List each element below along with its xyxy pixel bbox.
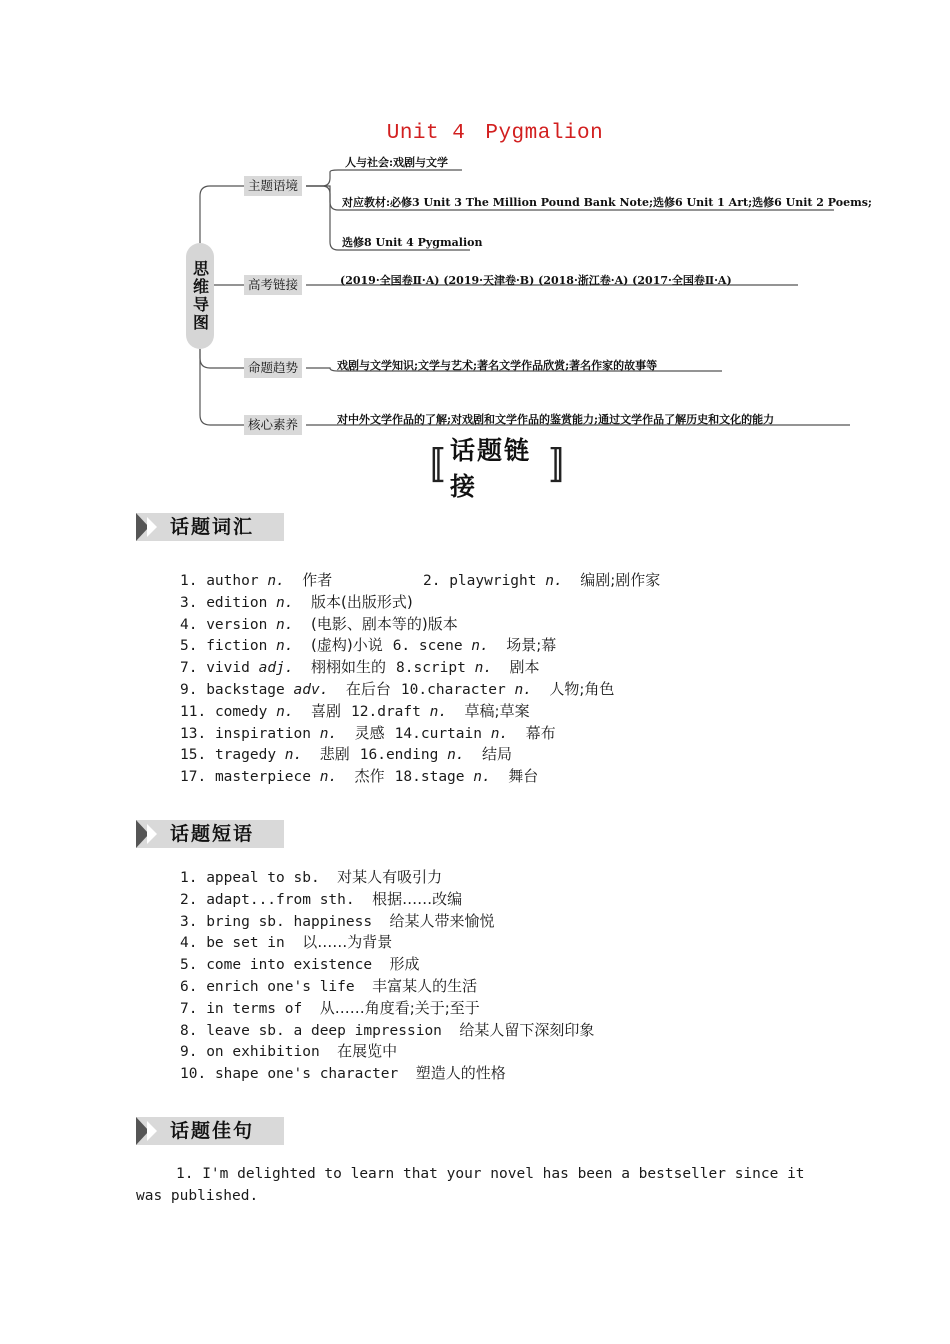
vocab-number: 6. <box>392 638 411 655</box>
phrase-meaning: 塑造人的性格 <box>415 1064 506 1083</box>
vocab-meaning: 版本(出版形式) <box>310 592 413 611</box>
vocab-pos: n. <box>276 703 294 720</box>
phrase-english: on exhibition <box>206 1044 320 1061</box>
phrase-number: 5. <box>180 957 198 974</box>
phrase-number: 8. <box>180 1022 198 1039</box>
phrase-number: 7. <box>180 1000 198 1017</box>
vocab-word: draft <box>377 703 421 720</box>
vocab-number: 13. <box>180 725 207 742</box>
mindmap-branch-exam: 高考链接 <box>244 275 302 295</box>
vocab-number: 15. <box>180 747 207 764</box>
mindmap-leaf-textbooks-2: 选修8 Unit 4 Pygmalion <box>342 236 483 249</box>
vocab-pos: n. <box>276 594 294 611</box>
vocab-entry <box>180 660 386 676</box>
vocab-meaning: 剧本 <box>509 658 540 677</box>
phrase-number: 10. <box>180 1066 207 1083</box>
vocab-meaning: 灵感 <box>354 723 385 742</box>
mindmap-branch-theme: 主题语境 <box>244 176 302 196</box>
phrase-english: shape one's character <box>214 1066 399 1083</box>
vocab-entry <box>180 769 385 785</box>
vocab-word: backstage <box>206 681 285 698</box>
vocab-row <box>180 723 614 745</box>
phrase-row <box>180 1020 594 1042</box>
banner-title: 话题链接 <box>450 436 532 501</box>
topic-link-banner <box>408 436 586 501</box>
phrase-meaning: 从……角度看;关于;至于 <box>319 998 480 1017</box>
vocab-word: ending <box>385 747 439 764</box>
phrase-english: leave sb. a deep impression <box>206 1022 442 1039</box>
mindmap-leaf-exam-links: (2019·全国卷Ⅱ·A) (2019·天津卷·B) (2018·浙江卷·A) (2017·全国卷Ⅱ·A) <box>340 274 732 287</box>
vocab-meaning: 人物;角色 <box>549 679 615 698</box>
vocab-entry <box>395 723 556 746</box>
vocab-meaning: 杰作 <box>354 767 385 786</box>
vocab-entry <box>180 638 383 654</box>
vocab-meaning: 悲剧 <box>319 745 350 764</box>
banner-left-bracket: 〚 <box>408 446 445 487</box>
banner-right-bracket: 〛 <box>549 446 586 487</box>
vocab-number: 17. <box>180 769 207 786</box>
vocab-number: 3. <box>180 594 198 611</box>
mindmap-branch-trend: 命题趋势 <box>244 358 302 378</box>
phrase-row <box>180 867 594 889</box>
phrase-meaning: 在展览中 <box>337 1042 398 1061</box>
phrase-number: 2. <box>180 891 198 908</box>
phrase-row <box>180 911 594 933</box>
phrase-meaning: 以……为背景 <box>302 933 393 952</box>
mindmap-center: 思维导图 <box>186 243 214 349</box>
vocab-entry <box>180 679 391 698</box>
vocab-number: 9. <box>180 681 198 698</box>
section-arrow-icon-inner <box>147 517 157 537</box>
vocab-entry <box>180 701 342 720</box>
vocab-word: masterpiece <box>214 769 311 786</box>
unit-label: Unit 4 <box>386 122 466 145</box>
vocab-pos: adv. <box>293 681 329 698</box>
phrase-meaning: 丰富某人的生活 <box>372 976 478 995</box>
vocab-word: edition <box>206 594 268 611</box>
vocab-pos: n. <box>473 769 491 786</box>
vocab-meaning: 在后台 <box>345 679 391 698</box>
vocab-pos: n. <box>319 725 338 742</box>
phrase-number: 6. <box>180 978 198 995</box>
vocab-number: 5. <box>180 638 198 655</box>
sentence-item: 1. I'm delighted to learn that your novel has been a bestseller since it was published. <box>136 1166 805 1204</box>
section-arrow-icon-inner <box>147 824 157 844</box>
phrase-row <box>180 976 594 998</box>
phrase-english: come into existence <box>206 957 373 974</box>
vocab-row <box>180 657 614 679</box>
vocab-entry <box>393 635 557 658</box>
vocab-meaning: (虚构)小说 <box>310 636 383 655</box>
vocab-entry <box>423 570 660 593</box>
vocab-word: scene <box>418 638 463 655</box>
vocab-entry <box>360 744 512 767</box>
section-title: 话题词汇 <box>170 516 255 538</box>
vocab-entry <box>180 614 458 633</box>
vocab-row <box>180 766 614 788</box>
phrase-row <box>180 1041 594 1063</box>
phrase-meaning: 对某人有吸引力 <box>337 868 443 886</box>
vocab-number: 16. <box>359 747 386 764</box>
phrase-english: bring sb. happiness <box>206 913 373 930</box>
vocab-word: stage <box>420 769 465 786</box>
vocab-number: 2. <box>423 573 441 589</box>
vocab-pos: n. <box>429 703 448 720</box>
vocab-meaning: 栩栩如生的 <box>310 658 386 677</box>
vocab-row <box>180 614 614 636</box>
section-header-sentences <box>136 1117 284 1145</box>
phrase-english: appeal to sb. <box>206 870 320 886</box>
mindmap-leaf-textbooks: 对应教材:必修3 Unit 3 The Million Pound Bank Note;选修6 Unit 1 Art;选修6 Unit 2 Poems; <box>342 196 872 209</box>
vocab-row <box>180 592 614 614</box>
vocab-word: vivid <box>206 660 250 677</box>
vocab-row <box>180 679 614 701</box>
phrase-number: 9. <box>180 1044 198 1061</box>
phrase-row <box>180 932 594 954</box>
vocab-number: 1. <box>180 573 198 589</box>
mindmap-leaf-literacy: 对中外文学作品的了解;对戏剧和文学作品的鉴赏能力;通过文学作品了解历史和文化的能力 <box>337 413 775 426</box>
vocab-pos: n. <box>545 573 563 589</box>
vocab-meaning: 幕布 <box>525 723 556 742</box>
phrase-row <box>180 998 594 1020</box>
phrase-english: be set in <box>206 935 285 952</box>
vocab-number: 14. <box>394 725 421 742</box>
phrase-english: in terms of <box>206 1000 303 1017</box>
vocab-pos: n. <box>267 573 285 589</box>
vocab-meaning: 草稿;草案 <box>464 701 530 720</box>
phrase-meaning: 给某人留下深刻印象 <box>459 1020 595 1039</box>
vocab-word: version <box>206 616 268 633</box>
phrase-list <box>180 867 594 1085</box>
section-header-phrases <box>136 820 284 848</box>
vocab-row <box>180 701 614 723</box>
vocab-pos: n. <box>284 747 303 764</box>
vocab-word: tragedy <box>214 747 277 764</box>
section-title: 话题短语 <box>170 823 255 845</box>
vocab-entry <box>395 766 539 789</box>
phrase-row <box>180 954 594 976</box>
phrase-meaning: 根据……改编 <box>372 889 463 908</box>
vocab-entry <box>351 701 530 724</box>
vocab-entry <box>180 592 413 611</box>
vocab-number: 12. <box>351 703 378 720</box>
vocab-pos: n. <box>474 660 493 677</box>
vocab-number: 8. <box>396 660 414 677</box>
vocab-entry <box>401 679 615 702</box>
vocab-entry <box>180 723 385 742</box>
vocab-meaning: 喜剧 <box>311 701 342 720</box>
vocab-entry <box>180 573 332 589</box>
vocab-row <box>180 744 614 766</box>
vocab-meaning: 场景;幕 <box>506 636 557 655</box>
vocab-pos: n. <box>490 725 509 742</box>
vocab-meaning: 编剧;剧作家 <box>580 571 661 589</box>
vocab-word: playwright <box>449 573 537 589</box>
vocab-row <box>180 635 614 657</box>
section-title: 话题佳句 <box>170 1120 255 1142</box>
vocab-number: 10. <box>400 681 428 698</box>
phrase-meaning: 形成 <box>389 955 420 974</box>
phrase-number: 4. <box>180 935 198 952</box>
vocab-entry <box>396 657 540 680</box>
vocab-pos: n. <box>319 769 338 786</box>
vocab-word: inspiration <box>214 725 311 742</box>
vocab-meaning: 舞台 <box>508 767 539 786</box>
vocab-list <box>180 570 661 788</box>
vocab-word: character <box>427 681 506 698</box>
phrase-row <box>180 1063 594 1085</box>
phrase-english: adapt...from sth. <box>206 891 355 908</box>
phrase-english: enrich one's life <box>206 978 355 995</box>
vocab-word: comedy <box>214 703 268 720</box>
vocab-word: fiction <box>206 638 268 655</box>
vocab-pos: n. <box>471 638 489 655</box>
phrase-meaning: 给某人带来愉悦 <box>389 911 495 930</box>
vocab-meaning: (电影、剧本等的)版本 <box>310 614 458 633</box>
vocab-word: curtain <box>420 725 482 742</box>
vocab-number: 18. <box>394 769 421 786</box>
vocab-number: 7. <box>180 660 198 677</box>
phrase-row <box>180 889 594 911</box>
mindmap-branch-literacy: 核心素养 <box>244 415 302 435</box>
mindmap-leaf-trend: 戏剧与文学知识;文学与艺术;著名文学作品欣赏;著名作家的故事等 <box>337 359 658 372</box>
vocab-entry <box>180 747 350 763</box>
section-arrow-icon-inner <box>147 1121 157 1141</box>
vocab-word: script <box>413 660 466 677</box>
vocab-meaning: 作者 <box>302 571 333 589</box>
mindmap-connectors <box>0 0 950 440</box>
phrase-number: 3. <box>180 913 198 930</box>
vocab-number: 4. <box>180 616 198 633</box>
vocab-meaning: 结局 <box>482 745 513 764</box>
vocab-pos: n. <box>276 638 294 655</box>
vocab-pos: n. <box>514 681 532 698</box>
vocab-pos: n. <box>276 616 294 633</box>
unit-name: Pygmalion <box>485 122 604 145</box>
phrase-number: 1. <box>180 870 198 886</box>
section-header-vocab <box>136 513 284 541</box>
vocab-word: author <box>206 573 259 589</box>
mindmap-leaf-theme-context: 人与社会:戏剧与文学 <box>345 156 449 169</box>
vocab-row <box>180 570 661 592</box>
vocab-pos: n. <box>447 747 465 764</box>
vocab-number: 11. <box>180 703 207 720</box>
vocab-pos: adj. <box>258 660 294 677</box>
